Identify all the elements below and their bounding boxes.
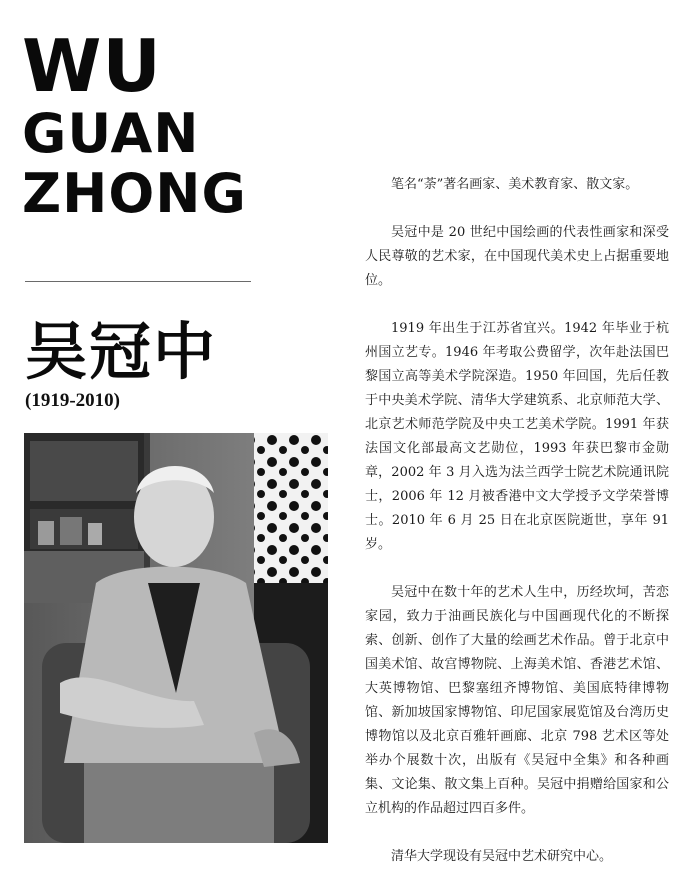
biography-text <box>365 173 669 893</box>
title-divider <box>25 281 251 282</box>
life-years: (1919-2010) <box>25 390 120 411</box>
bio-paragraph-research-center: 清华大学现设有吴冠中艺术研究中心。 <box>391 849 613 864</box>
portrait-photo <box>24 433 328 843</box>
name-line-wu: WU <box>22 24 162 108</box>
bio-paragraph-career: 吴冠中在数十年的艺术人生中，历经坎坷，苦恋家园，致力于油画民族化与中国画现代化的不断探索、创新、创作了大量的绘画艺术作品。曾于北京中国美术馆、故宫博物院、上海美术馆、香港艺术馆、大英博物馆、巴黎塞纽齐博物馆、美国底特律博物馆、新加坡国家博物馆、印尼国家展览馆及台湾历史博物馆以及北京百雅轩画廊、北京 798 艺术区等处举办个展数十次，出版有《吴冠中全集》和各种画集、文论集、散文集上百种。吴冠中捐赠给国家和公立机构的作品超过四百多件。 <box>365 585 669 816</box>
bio-paragraph-life: 1919 年出生于江苏省宜兴。1942 年毕业于杭州国立艺专。1946 年考取公费留学，次年赴法国巴黎国立高等美术学院深造。1950 年回国，先后任教于中央美术学院、清华大学建筑系、北京师范大学、北京艺术师范学院及中央工艺美术学院。1991 年获法国文化部最高文艺勋位，1993 年获巴黎市金勋章，2002 年 3 月入选为法兰西学士院艺术院通讯院士，2006 年 12 月被香港中文大学授予文学荣誉博士。2010 年 6 月 25 日在北京医院逝世，享年 91 岁。 <box>365 321 669 552</box>
bio-paragraph-significance: 吴冠中是 20 世纪中国绘画的代表性画家和深受人民尊敬的艺术家，在中国现代美术史上占据重要地位。 <box>365 225 669 288</box>
name-line-guan: GUAN <box>22 102 200 165</box>
chinese-name-title: 吴冠中 <box>25 315 218 388</box>
english-name-title <box>22 24 247 225</box>
bio-paragraph-pen-name: 笔名“荼”著名画家、美术教育家、散文家。 <box>391 177 639 192</box>
name-line-zhong: ZHONG <box>22 162 247 225</box>
